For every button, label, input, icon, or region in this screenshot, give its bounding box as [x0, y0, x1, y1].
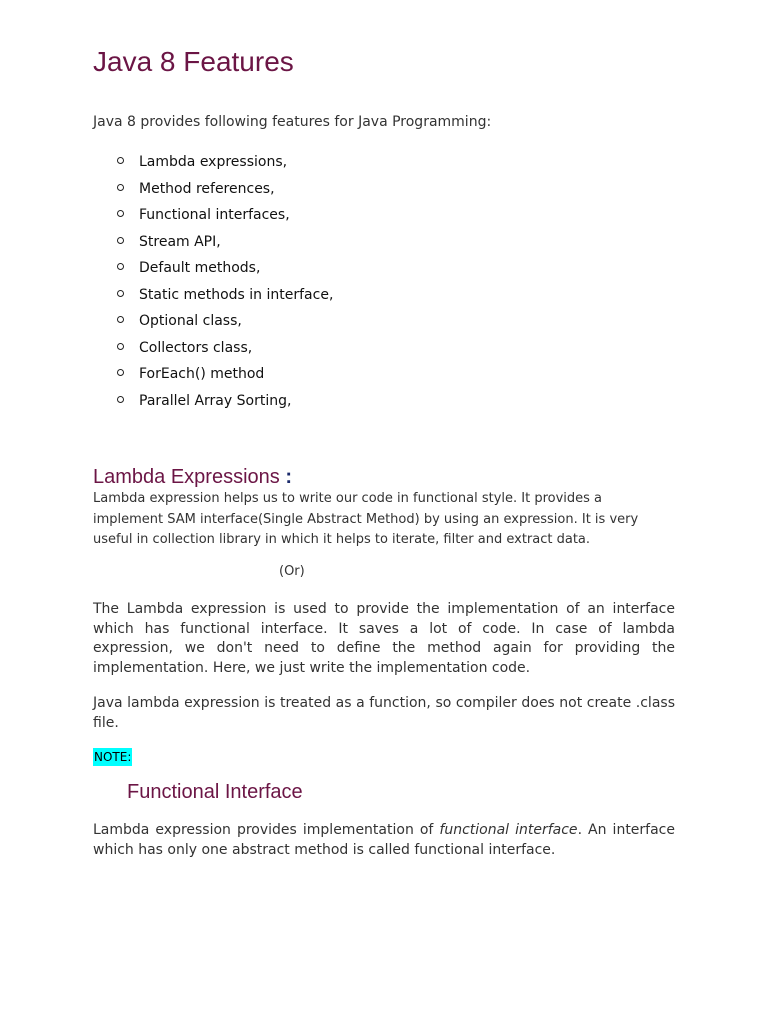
list-item: Method references, [93, 179, 333, 206]
functional-interface-paragraph: Lambda expression provides implementation of functional interface. An interface which has only one abstract method is called functional interface. [93, 822, 675, 858]
list-item: Lambda expressions, [93, 152, 333, 179]
lambda-paragraph-1: The Lambda expression is used to provide the implementation of an interface which has functional interface. It saves a lot of code. In case of lambda expression, we don't need to define the method again for providing the implementation. Here, we just write the implementation code. [93, 601, 675, 676]
list-item: Default methods, [93, 258, 333, 285]
note-label: NOTE: [94, 750, 132, 764]
bullet-icon [117, 396, 124, 403]
bullet-icon [117, 343, 124, 350]
or-separator: (Or) [279, 564, 305, 579]
page-title: Java 8 Features [93, 46, 294, 77]
heading-colon: : [285, 466, 293, 488]
list-item: Stream API, [93, 232, 333, 259]
lambda-heading: Lambda Expressions : [93, 466, 293, 488]
list-item: ForEach() method [93, 364, 333, 391]
list-item: Parallel Array Sorting, [93, 391, 333, 418]
lambda-summary: Lambda expression helps us to write our code in functional style. It provides a implement SAM interface(Single Abstract Method) by using an expression. It is very useful in collection library in which it helps to iterate, filter and extract data. [93, 491, 639, 547]
bullet-icon [117, 369, 124, 376]
list-item: Functional interfaces, [93, 205, 333, 232]
features-list [93, 152, 333, 417]
lambda-paragraph-2: Java lambda expression is treated as a function, so compiler does not create .class file. [93, 695, 675, 731]
bullet-icon [117, 263, 124, 270]
bullet-icon [117, 316, 124, 323]
list-item: Optional class, [93, 311, 333, 338]
bullet-icon [117, 157, 124, 164]
functional-interface-term: functional interface [439, 822, 578, 838]
bullet-icon [117, 237, 124, 244]
intro-text: Java 8 provides following features for Java Programming: [93, 114, 492, 130]
bullet-icon [117, 184, 124, 191]
list-item: Static methods in interface, [93, 285, 333, 312]
list-item: Collectors class, [93, 338, 333, 365]
bullet-icon [117, 290, 124, 297]
bullet-icon [117, 210, 124, 217]
functional-interface-heading: Functional Interface [127, 781, 303, 803]
